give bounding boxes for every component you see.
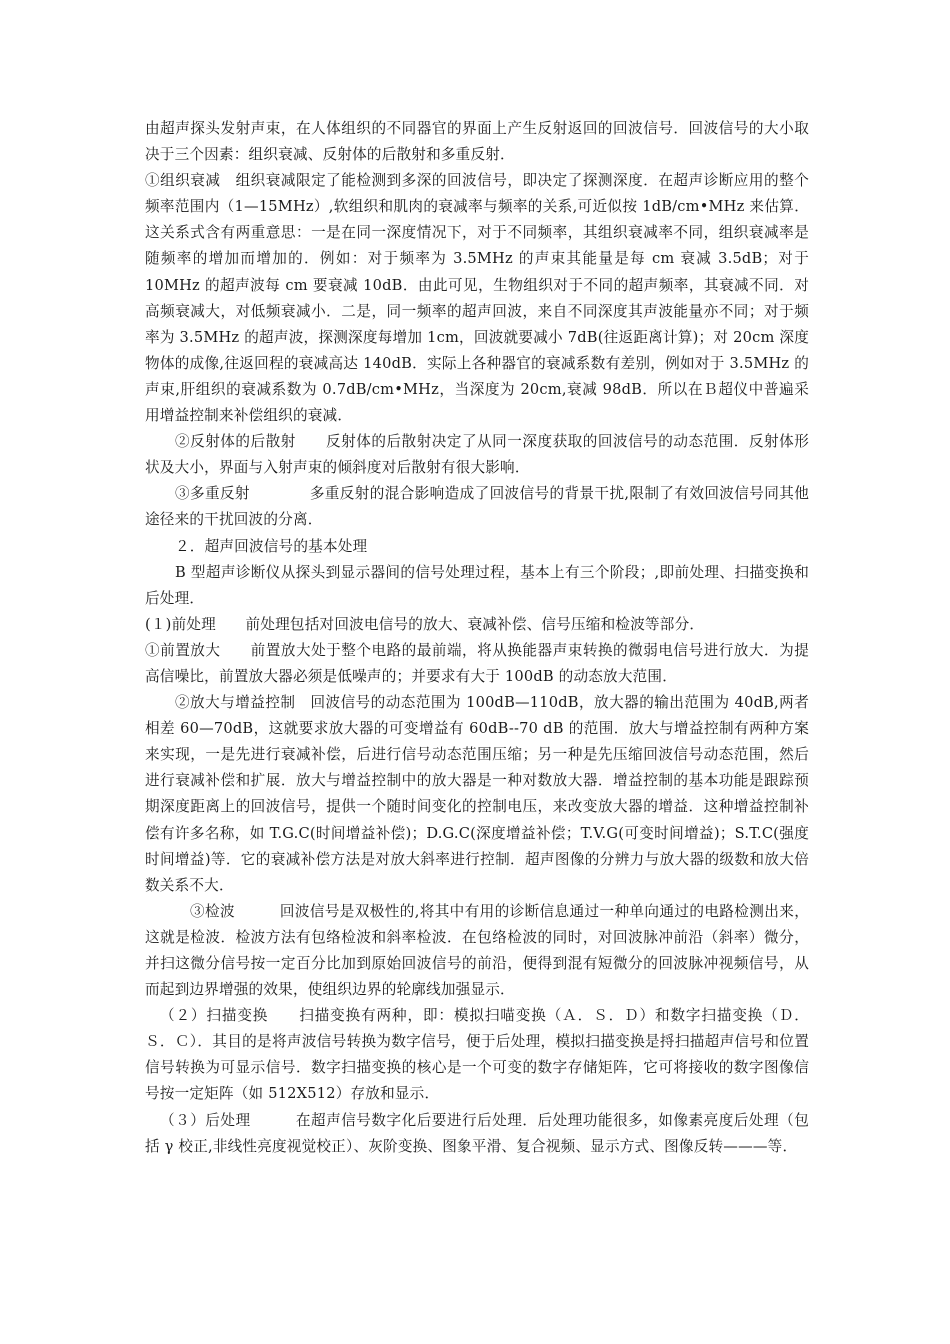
section-heading-basic-processing: ２．超声回波信号的基本处理: [175, 537, 368, 555]
paragraph-backscatter: ②反射体的后散射 反射体的后散射决定了从同一深度获取的回波信号的动态范围．反射体形状及大小，界面与入射声束的倾斜度对后散射有很大影响．: [145, 433, 809, 477]
paragraph-preamplifier: ①前置放大 前置放大处于整个电路的最前端，将从换能器声束转换的微弱电信号进行放大．为提高信噪比，前置放大器必须是低噪声的；并要求有大于 100dB 的动态放大范围．: [145, 641, 809, 685]
paragraph-detection: ③检波 回波信号是双极性的,将其中有用的诊断信息通过一种单向通过的电路检测出来，这就是检波．检波方法有包络检波和斜率检波．在包络检波的同时，对回波脉冲前沿（斜率）微分，并扫这微分信号按一定百分比加到原始回波信号的前沿，便得到混有短微分的回波脉冲视频信号，从而起到边界增强的效果，使组织边界的轮廓线加强显示．: [145, 902, 809, 999]
paragraph-intro: 由超声探头发射声束，在人体组织的不同器官的界面上产生反射返回的回波信号．回波信号的大小取决于三个因素：组织衰减、反射体的后散射和多重反射．: [145, 120, 809, 164]
paragraph-tissue-attenuation: ①组织衰减 组织衰减限定了能检测到多深的回波信号，即决定了探测深度．在超声诊断应用的整个频率范围内（1—15MHz）,软组织和肌肉的衰减率与频率的关系,可近似按 1dB/cm•MHz 来估算．这关系式含有两重意思：一是在同一深度情况下，对于不同频率，其组织衰减率不同，组织衰减率是随频率的增加而增加的．例如：对于频率为 3.5MHz 的声束其能量是每 cm 衰减 3.5dB；对于 10MHz 的超声波每 cm 要衰减 10dB．由此可见，生物组织对于不同的超声频率，其衰减不同．对高频衰减大，对低频衰减小．二是，同一频率的超声回波，来自不同深度其声波能量亦不同；对于频率为 3.5MHz 的超声波，探测深度每增加 1cm，回波就要减小 7dB(往返距离计算)；对 20cm 深度物体的成像,往返回程的衰减高达 140dB．实际上各种器官的衰减系数有差别，例如对于 3.5MHz 的声束,肝组织的衰减系数为 0.7dB/cm•MHz，当深度为 20cm,衰减 98dB．所以在Ｂ超仪中普遍采用增益控制来补偿组织的衰减．: [145, 172, 809, 425]
paragraph-post-processing: （３）后处理 在超声信号数字化后要进行后处理．后处理功能很多，如像素亮度后处理（包括 γ 校正,非线性亮度视觉校正）、灰阶变换、图象平滑、复合视频、显示方式、图像反转———等．: [145, 1111, 809, 1155]
paragraph-processing-overview: B 型超声诊断仪从探头到显示器间的信号处理过程，基本上有三个阶段；,即前处理、扫描变换和后处理．: [145, 563, 809, 607]
paragraph-preprocessing: (１)前处理 前处理包括对回波电信号的放大、衰减补偿、信号压缩和检波等部分．: [145, 615, 705, 633]
document-body: [145, 116, 809, 1160]
paragraph-gain-control: ②放大与增益控制 回波信号的动态范围为 100dB—110dB，放大器的输出范围为 40dB,两者相差 60—70dB，这就要求放大器的可变增益有 60dB--70 dB 的范围．放大与增益控制有两种方案来实现，一是先进行衰减补偿，后进行信号动态范围压缩；另一种是先压缩回波信号动态范围，然后进行衰减补偿和扩展．放大与增益控制中的放大器是一种对数放大器．增益控制的基本功能是跟踪预期深度距离上的回波信号，提供一个随时间变化的控制电压，来改变放大器的增益．这种增益控制补偿有许多名称，如 T.G.C(时间增益补偿)；D.G.C(深度增益补偿；T.V.G(可变时间增益)；S.T.C(强度时间增益)等．它的衰减补偿方法是对放大斜率进行控制．超声图像的分辨力与放大器的级数和放大倍数关系不大．: [145, 694, 809, 894]
paragraph-multiple-reflection: ③多重反射 多重反射的混合影响造成了回波信号的背景干扰,限制了有效回波信号同其他途径来的干扰回波的分离．: [145, 485, 809, 529]
paragraph-scan-conversion: （２）扫描变换 扫描变换有两种，即：模拟扫喵变换（Ａ．Ｓ．Ｄ）和数字扫描变换（Ｄ．Ｓ．Ｃ）．其目的是将声波信号转换为数字信号，便于后处理，模拟扫描变换是捋扫描超声信号和位置信号转换为可显示信号．数字扫描变换的核心是一个可变的数字存储矩阵，它可将接收的数字图像信号按一定矩阵（如 512X512）存放和显示．: [145, 1007, 809, 1103]
